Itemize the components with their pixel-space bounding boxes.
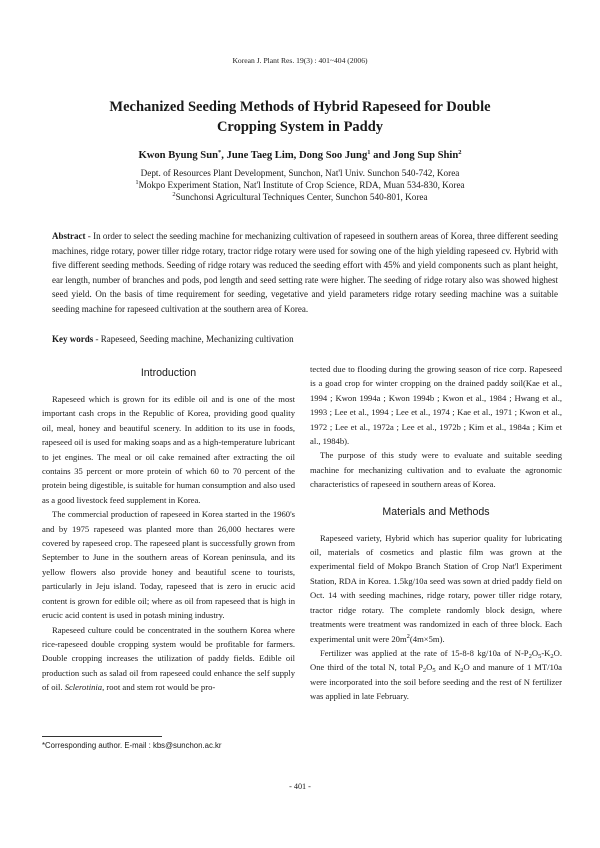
- intro-paragraph-continued: tected due to flooding during the growing season of rice corp. Rapeseed is a goad crop for winter cropping on the drained paddy soil(Kae et al., 1994 ; Kwon 1994a ; Kwon 1994b ; Kwon et al., 1984 ; Hwang et al., 1993 ; Lee et al., 1994 ; Lee et al., 1974 ; Kae et al., 1971 ; Kwon et al., 1972 ; Lee et al., 1972a ; Lee et al., 1972b ; Kim et al., 1984a ; Kim et al., 1984b).: [310, 364, 562, 447]
- paper-title: [60, 97, 540, 137]
- paragraph-text: (4m×5m).: [409, 633, 445, 644]
- affiliation-1: [0, 179, 600, 191]
- author-3: Dong Soo Jung: [298, 150, 368, 161]
- author-separator: ,: [221, 150, 227, 161]
- subscript: 2: [422, 667, 427, 675]
- methods-paragraph-2: [310, 646, 562, 704]
- affiliation-mark: 2: [458, 149, 462, 156]
- author-2: June Taeg Lim: [226, 150, 294, 161]
- author-1: Kwon Byung Sun: [138, 150, 218, 161]
- paragraph-text: Rapeseed variety, Hybrid which has superior quality for lubricating oil, materials of cosmetics and plastic film was grown at the experimental field of Mokpo Branch Station of Crop Nat'l Experiment Station, RDA in Korea. 1.5kg/10a seed was sown at dried paddy field on Oct. 14 with seeding machines, ridge rotary, power tiller ridge rotary, tractor ridge rotary. The complete randomly block design, where treatments were treatment was randomized in each of three block. Each experimental unit were 20m: [310, 532, 562, 644]
- subscript: 5: [432, 667, 436, 675]
- keywords-text: - Rapeseed, Seeding machine, Mechanizing cultivation: [93, 334, 294, 344]
- author-separator: and: [370, 150, 393, 161]
- methods-paragraph-1: [310, 531, 562, 646]
- abstract: [52, 229, 558, 317]
- abstract-text: - In order to select the seeding machine for mechanizing cultivation of rapeseed in southern areas of Korea, three different seeding machines, ridge rotary, power tiller ridge rotary, tractor ridge rotary were used for sowing one of the high yielding rapeseed cv. Hybrid with five different seeding methods. Seeding of ridge rotary was reduced the seeding effort with 45% and yield components such as plant height, ear length, number of branches and pods, pod length and seed setting rate were higher. The seeding of ridge rotary also was showed highest seed yield. On the basis of time requirement for seeding, vegetative and yield parameters ridge rotary seeding machine was a suitable seeding machine for rapeseed cultivation at the southern area of Korea.: [52, 231, 558, 314]
- title-line-2: Cropping System in Paddy: [216, 119, 384, 135]
- journal-header: Korean J. Plant Res. 19(3) : 401~404 (2006): [232, 56, 368, 65]
- paragraph-text: , root and stem rot would be pro-: [102, 682, 216, 693]
- intro-paragraph-3: [42, 623, 295, 695]
- keywords: [52, 333, 558, 346]
- species-name: Sclerotinia: [64, 682, 103, 693]
- footnote-rule: [42, 736, 162, 737]
- affiliation-0: Dept. of Resources Plant Development, Sunchon, Nat'l Univ. Sunchon 540-742, Korea: [140, 168, 460, 178]
- author-separator: ,: [293, 150, 299, 161]
- paragraph-text: O: [426, 662, 433, 673]
- paragraph-text: O. One third of the total N, total P: [310, 647, 562, 673]
- affiliation-mark: 2: [172, 191, 176, 198]
- footnote: *Corresponding author. E-mail : kbs@sunchon.ac.kr: [42, 741, 222, 750]
- paragraph-text: Fertilizer was applied at the rate of 15-8-8 kg/10a of N-P: [320, 647, 529, 658]
- title-line-1: Mechanized Seeding Methods of Hybrid Rapeseed for Double: [109, 99, 491, 115]
- intro-paragraph-2: The commercial production of rapeseed in Korea started in the 1960's and by 1975 rapeseed was planted more than 26,000 hectares were covered by rapeseed crop. The rapeseed plant is successfully grown from September to June in the southern areas of Korean peninsula, and its yellow flowers also provide honey and beautiful scene to tourists, particularly in Jeju island. Today, rapeseed that is zero in erucic acid content is grown for edible oil; where as oil from rapeseed that is high in erucic acid content is used in potash mining industry.: [42, 509, 295, 621]
- subscript: 2: [460, 667, 464, 675]
- intro-paragraph-1: Rapeseed which is grown for its edible oil and is one of the most important cash crops in the Republic of Korea, providing good quality oil, meal, honey and beautiful scenery. In addition to its use in foods, rapeseed oil is used for making soaps and as a high-temperature lubricant to jet engines. The meal or oil cake remained after extracting the oil contains 35 percent or more protein of which 60 to 70 percent of the protein being digestible, is suitable for human consumption and also used as a good livestock feed supplement in Korea.: [42, 394, 295, 505]
- subscript: 5: [538, 652, 542, 660]
- introduction-heading: Introduction: [140, 367, 197, 379]
- superscript: 2: [406, 632, 410, 640]
- affiliation-mark: 1: [367, 149, 371, 156]
- paragraph-text: and K: [435, 662, 461, 673]
- affiliation-text: Mokpo Experiment Station, Nat'l Institute of Crop Science, RDA, Muan 534-830, Korea: [138, 180, 465, 190]
- methods-heading: Materials and Methods: [382, 505, 490, 518]
- affiliation-2: [0, 191, 600, 203]
- author-list: [0, 150, 600, 161]
- subscript: 2: [550, 652, 554, 660]
- paragraph-text: -K: [541, 647, 551, 658]
- intro-paragraph-4: The purpose of this study were to evaluate and suitable seeding machine for mechanizing cultivation and to evaluate the agronomic characteristics of rapeseed in southern areas of Korea.: [310, 450, 562, 490]
- author-4: Jong Sup Shin: [392, 150, 459, 161]
- subscript: 2: [528, 652, 532, 660]
- right-column: [310, 362, 562, 704]
- paragraph-text: Rapeseed culture could be concentrated in the southern Korea where rice-rapeseed double cropping system would be profitable for farmers. Double cropping increases the utilization of paddy fields. Edible oil production such as salad oil from rapeseed could enhance the self supply of oil.: [42, 624, 295, 693]
- left-column: [42, 362, 295, 695]
- corresponding-mark: *: [217, 149, 222, 156]
- affiliation-mark: 1: [135, 179, 139, 186]
- abstract-label: Abstract: [52, 231, 86, 241]
- paragraph-text: O: [531, 647, 539, 658]
- page-number: - 401 -: [289, 782, 311, 791]
- affiliation-text: Sunchonsi Agricultural Techniques Center, Sunchon 540-801, Korea: [175, 192, 428, 202]
- paragraph-text: O and manure of 1 MT/10a were incorporated into the soil before seeding and the rest of N fertilizer was applied in late February.: [310, 662, 562, 702]
- keywords-label: Key words: [52, 334, 94, 344]
